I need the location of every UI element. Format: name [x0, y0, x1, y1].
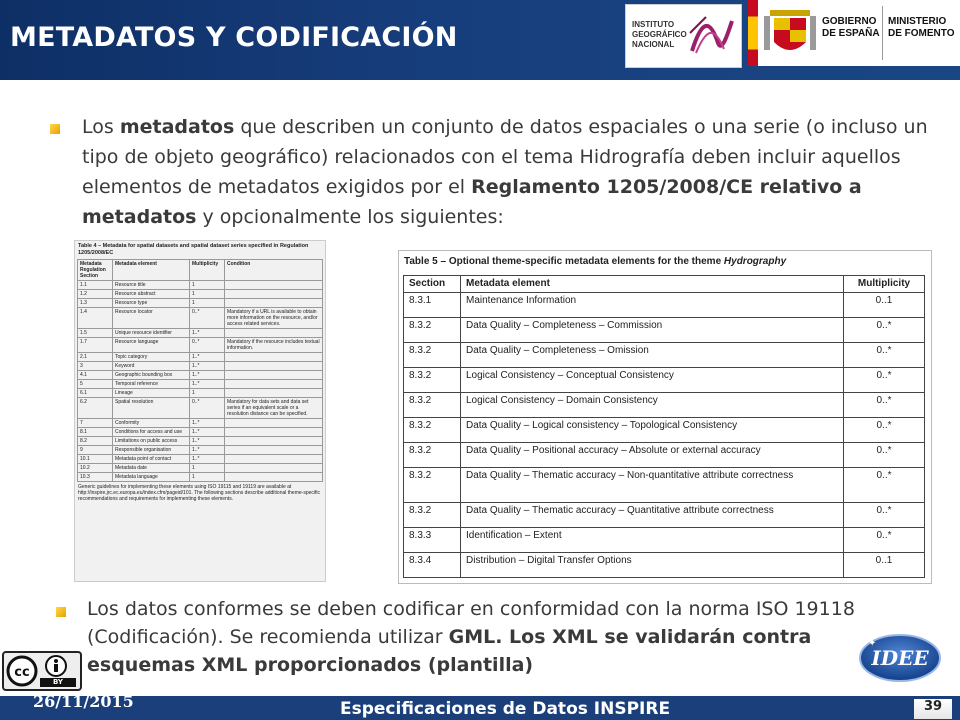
table4-cell: 10.1 — [78, 455, 113, 464]
table5-row — [404, 418, 925, 443]
table4-cell: Resource title — [113, 281, 190, 290]
paragraph-text: Los datos conformes se deben codificar en conformidad con la norma ISO 19118 (Codificación). Se recomienda utilizar — [87, 598, 855, 648]
table5-cell: 0..* — [844, 528, 925, 553]
table5-cell: Data Quality – Thematic accuracy – Quantitative attribute correctness — [461, 503, 844, 528]
table5-cell: Maintenance Information — [461, 293, 844, 318]
table4-cell — [225, 455, 323, 464]
table4-row — [78, 380, 323, 389]
table4-cell — [225, 446, 323, 455]
table5-row — [404, 368, 925, 393]
table4-cell: Topic category — [113, 353, 190, 362]
table5-row — [404, 503, 925, 528]
table4-cell: 7 — [78, 419, 113, 428]
table4-cell — [225, 437, 323, 446]
table4-cell: Conditions for access and use — [113, 428, 190, 437]
table5-cell: Logical Consistency – Conceptual Consistency — [461, 368, 844, 393]
table4-row — [78, 290, 323, 299]
table5-header-row — [404, 276, 925, 293]
table4-row — [78, 389, 323, 398]
table4-row — [78, 353, 323, 362]
table4-cell: 1..* — [190, 329, 225, 338]
ign-logo-line: INSTITUTO — [632, 20, 675, 29]
ministerio-line: MINISTERIO — [888, 16, 947, 27]
table4-cell: Keyword — [113, 362, 190, 371]
table4-cell: 1 — [190, 473, 225, 482]
table4-footnote: Generic guidelines for implementing these elements using ISO 19115 and 19119 are available at http://inspire.jrc.ec.europa.eu/index.cfm/pageid/101. The following sections describe additional theme-specific recommendations and requirements for implementing these elements. — [78, 484, 320, 502]
table5-cell: 8.3.2 — [404, 468, 461, 503]
table4-row — [78, 419, 323, 428]
table4-row — [78, 464, 323, 473]
table4-row — [78, 362, 323, 371]
table4-cell: 1..* — [190, 428, 225, 437]
table5-cell: Distribution – Digital Transfer Options — [461, 553, 844, 578]
table5-cell: Identification – Extent — [461, 528, 844, 553]
table5-row — [404, 443, 925, 468]
table4-cell: 1 — [190, 290, 225, 299]
table5-cell: 8.3.3 — [404, 528, 461, 553]
table4-cell: 2.1 — [78, 353, 113, 362]
gobierno-text — [822, 16, 880, 40]
table4-cell: 1.5 — [78, 329, 113, 338]
table4-cell: 4.1 — [78, 371, 113, 380]
table4-cell — [225, 329, 323, 338]
gobierno-line: GOBIERNO — [822, 16, 877, 27]
table5-cell: 0..* — [844, 343, 925, 368]
table4-cell: 1.7 — [78, 338, 113, 353]
table4-cell: 6.2 — [78, 398, 113, 419]
ministerio-line: DE FOMENTO — [888, 28, 955, 39]
bullet-icon — [50, 124, 60, 134]
table4-cell: Geographic bounding box — [113, 371, 190, 380]
table4-cell — [225, 371, 323, 380]
table4-row — [78, 428, 323, 437]
table4-cell — [225, 281, 323, 290]
table5-row — [404, 393, 925, 418]
paragraph-bold: Reglamento 1205/2008/CE relativo a metadatos — [82, 176, 862, 228]
table4-cell: Mandatory if a URL is available to obtain more information on the resource, and/or access related services. — [225, 308, 323, 329]
table4-cell: 1..* — [190, 446, 225, 455]
table4-cell — [225, 380, 323, 389]
table5-cell: 8.3.2 — [404, 418, 461, 443]
table4-row — [78, 455, 323, 464]
ign-logo-line: NACIONAL — [632, 40, 675, 49]
table5-cell: Data Quality – Completeness – Omission — [461, 343, 844, 368]
slide-header — [0, 0, 960, 80]
table4-cell: 0..* — [190, 338, 225, 353]
table4-header: Condition — [225, 260, 323, 281]
table5-cell: 0..* — [844, 368, 925, 393]
svg-text:cc: cc — [14, 665, 30, 680]
table4-cell — [225, 299, 323, 308]
table5-row — [404, 343, 925, 368]
ign-emblem-icon — [688, 13, 734, 57]
table4-cell: Responsible organisation — [113, 446, 190, 455]
table5-cell: 8.3.4 — [404, 553, 461, 578]
table5-row — [404, 293, 925, 318]
table4-cell: Spatial resolution — [113, 398, 190, 419]
table4-cell: 3 — [78, 362, 113, 371]
cc-by-label: BY — [52, 678, 64, 686]
table5-body — [404, 293, 925, 578]
table4-cell: Lineage — [113, 389, 190, 398]
ign-logo — [625, 4, 742, 68]
page-number: 39 — [914, 699, 952, 719]
table5-cell: 0..* — [844, 468, 925, 503]
svg-text:✦: ✦ — [868, 638, 877, 649]
table5 — [403, 275, 925, 578]
table4-cell: Metadata point of contact — [113, 455, 190, 464]
table4-cell — [225, 428, 323, 437]
table4-cell: 0..* — [190, 398, 225, 419]
table4-cell: 1..* — [190, 437, 225, 446]
creative-commons-badge — [2, 651, 82, 691]
table4-row — [78, 371, 323, 380]
table5-cell: Data Quality – Thematic accuracy – Non-quantitative attribute correctness — [461, 468, 844, 503]
table4-cell: 8.1 — [78, 428, 113, 437]
table4-row — [78, 338, 323, 353]
table4-row — [78, 398, 323, 419]
table4-cell: 10.2 — [78, 464, 113, 473]
logo-divider — [882, 6, 883, 60]
table4-cell: Unique resource identifier — [113, 329, 190, 338]
table4-cell: 5 — [78, 380, 113, 389]
table4-cell: Resource locator — [113, 308, 190, 329]
table5-cell: 0..* — [844, 418, 925, 443]
table5-cell: Data Quality – Completeness – Commission — [461, 318, 844, 343]
table4-header-row — [78, 260, 323, 281]
table4-header: Multiplicity — [190, 260, 225, 281]
paragraph-text: que describen un conjunto de datos espaciales o una serie (o incluso un tipo de objeto geográfico) relacionados con el tema Hidrografía deben incluir aquellos elementos de metadatos exigidos por el — [82, 116, 928, 198]
table4-cell: 6.1 — [78, 389, 113, 398]
table5-cell: 0..1 — [844, 553, 925, 578]
table4-caption: Table 4 – Metadata for spatial datasets and spatial dataset series specified in Regulation 1205/2008/EC — [78, 243, 309, 256]
table5-cell: 0..* — [844, 393, 925, 418]
paragraph-text: Los — [82, 116, 120, 138]
table4-row — [78, 281, 323, 290]
table4-cell — [225, 353, 323, 362]
table4-row — [78, 446, 323, 455]
table4-cell: 1 — [190, 389, 225, 398]
table4-header: Metadata element — [113, 260, 190, 281]
table4-cell: Resource type — [113, 299, 190, 308]
table4-cell: 1 — [190, 299, 225, 308]
paragraph-bold: GML. Los XML se validarán contra esquemas XML proporcionados (plantilla) — [87, 626, 812, 676]
royal-shield-icon — [764, 6, 816, 60]
idee-emblem-icon — [858, 632, 942, 684]
table4-cell: Metadata date — [113, 464, 190, 473]
ministerio-text — [888, 16, 954, 40]
table4-cell: Temporal reference — [113, 380, 190, 389]
table4-cell: 1.4 — [78, 308, 113, 329]
paragraph-bold: metadatos — [119, 116, 235, 138]
table4-cell: 1..* — [190, 419, 225, 428]
footer-date: 26/11/2015 — [33, 692, 134, 711]
table4-cell: 1.1 — [78, 281, 113, 290]
table4-cell — [225, 362, 323, 371]
table4-cell: 1 — [190, 464, 225, 473]
table4-cell: 1 — [190, 281, 225, 290]
table4-cell: 10.3 — [78, 473, 113, 482]
table5-cell: 8.3.2 — [404, 368, 461, 393]
table4-cell — [225, 473, 323, 482]
table4-image — [74, 240, 326, 582]
table5-cell: 8.3.2 — [404, 443, 461, 468]
table5-cell: Logical Consistency – Domain Consistency — [461, 393, 844, 418]
gobierno-logo — [748, 0, 960, 66]
table4-row — [78, 329, 323, 338]
table4-header: Metadata Regulation Section — [78, 260, 113, 281]
table4-cell — [225, 419, 323, 428]
idee-logo — [858, 632, 942, 684]
table4-cell: 1.3 — [78, 299, 113, 308]
table4-cell: 1..* — [190, 455, 225, 464]
table5-cell: 8.3.2 — [404, 393, 461, 418]
table5-cell: 8.3.1 — [404, 293, 461, 318]
table5-row — [404, 318, 925, 343]
table4-cell: Conformity — [113, 419, 190, 428]
table4-row — [78, 473, 323, 482]
table4-cell: Resource language — [113, 338, 190, 353]
table5-header: Section — [404, 276, 461, 293]
table4-cell: 1.2 — [78, 290, 113, 299]
footer-title: Especificaciones de Datos INSPIRE — [340, 699, 671, 719]
table5-caption-text: Table 5 – Optional theme-specific metadata elements for the theme — [404, 256, 724, 267]
table4-cell: 1..* — [190, 371, 225, 380]
bullet-icon — [56, 607, 66, 617]
table4-row — [78, 437, 323, 446]
table4-cell — [225, 464, 323, 473]
table5-cell: 8.3.2 — [404, 318, 461, 343]
table4-cell: Limitations on public access — [113, 437, 190, 446]
table5-row — [404, 553, 925, 578]
ign-logo-line: GEOGRÁFICO — [632, 30, 687, 39]
metadata-paragraph — [82, 112, 932, 232]
table5-header: Multiplicity — [844, 276, 925, 293]
spain-flag-icon — [748, 0, 758, 66]
table5-cell: 0..* — [844, 443, 925, 468]
table4-cell — [225, 290, 323, 299]
paragraph-text: y opcionalmente los siguientes: — [196, 206, 504, 228]
table4-cell: 1..* — [190, 362, 225, 371]
table4-cell: 8.2 — [78, 437, 113, 446]
ign-logo-text — [632, 20, 687, 50]
table4-cell: 1..* — [190, 353, 225, 362]
slide-title: METADATOS Y CODIFICACIÓN — [10, 22, 458, 53]
table5-row — [404, 468, 925, 503]
table4-cell: Mandatory for data sets and data set series if an equivalent scale or a resolution distance can be specified. — [225, 398, 323, 419]
table4-cell: 0..* — [190, 308, 225, 329]
table4-cell: Metadata language — [113, 473, 190, 482]
encoding-paragraph — [87, 595, 897, 679]
table5-cell: 0..* — [844, 503, 925, 528]
table4-row — [78, 299, 323, 308]
table5-row — [404, 528, 925, 553]
table5-caption-italic: Hydrography — [723, 256, 787, 267]
table4-cell: 1..* — [190, 380, 225, 389]
table5-cell: Data Quality – Logical consistency – Topological Consistency — [461, 418, 844, 443]
table5-caption — [404, 256, 786, 267]
table5-header: Metadata element — [461, 276, 844, 293]
table4-cell: Mandatory if the resource includes textual information. — [225, 338, 323, 353]
table5-cell: Data Quality – Positional accuracy – Absolute or external accuracy — [461, 443, 844, 468]
table4-cell — [225, 389, 323, 398]
table5-cell: 0..1 — [844, 293, 925, 318]
table4-cell: Resource abstract — [113, 290, 190, 299]
gobierno-line: DE ESPAÑA — [822, 28, 880, 39]
table4 — [77, 259, 323, 482]
table4-row — [78, 308, 323, 329]
table5-cell: 0..* — [844, 318, 925, 343]
table4-cell: 9 — [78, 446, 113, 455]
table4-body — [78, 281, 323, 482]
table5-image — [398, 250, 932, 584]
table5-cell: 8.3.2 — [404, 503, 461, 528]
table5-cell: 8.3.2 — [404, 343, 461, 368]
idee-text: IDEE — [871, 646, 929, 670]
